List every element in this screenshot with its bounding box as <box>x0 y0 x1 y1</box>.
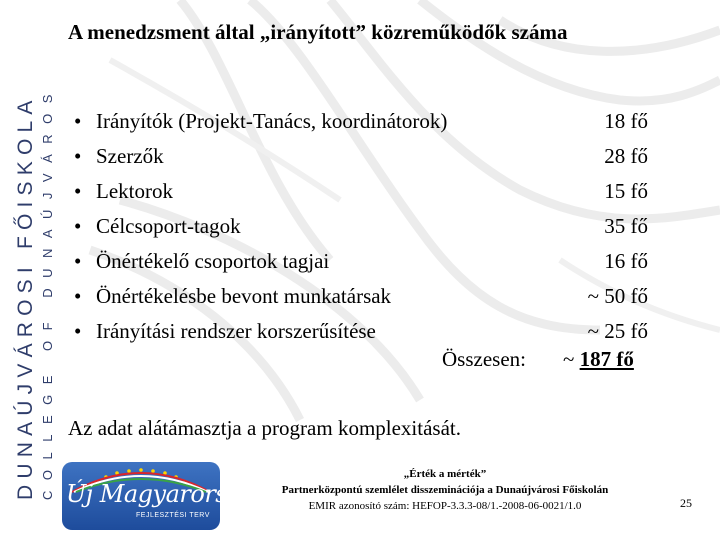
item-value: 16 fő <box>604 249 648 273</box>
item-value: 18 fő <box>604 109 648 133</box>
list-item <box>74 104 664 139</box>
total-prefix: ~ <box>563 347 575 371</box>
college-name-hungarian: DUNAÚJVÁROSI FŐISKOLA <box>14 94 37 500</box>
bullet: • <box>74 109 82 133</box>
summary-note: Az adat alátámasztja a program komplexitását. <box>68 416 462 440</box>
item-label: Szerzők <box>96 144 164 168</box>
bullet: • <box>74 319 82 343</box>
item-label: Önértékelő csoportok tagjai <box>96 249 330 273</box>
item-label: Önértékelésbe bevont munkatársak <box>96 284 392 308</box>
item-value: ~ 25 fő <box>587 319 648 343</box>
total-label: Összesen: <box>442 347 526 371</box>
bullet: • <box>74 284 82 308</box>
item-value: 35 fő <box>604 214 648 238</box>
uj-magyarorszag-logo <box>62 462 268 530</box>
item-label: Irányítási rendszer korszerűsítése <box>96 319 376 343</box>
footer-project-title: Partnerközpontú szemlélet disszeminációja a Dunaújvárosi Főiskolán <box>281 484 609 496</box>
item-value: 15 fő <box>604 179 648 203</box>
item-value: 28 fő <box>604 144 648 168</box>
list-item <box>74 244 664 279</box>
college-vertical-name <box>10 30 60 500</box>
logo-text: Új Magyarország <box>66 480 268 508</box>
footer-motto: „Érték a mérték” <box>403 468 487 480</box>
total-value <box>563 345 634 373</box>
contributors-list <box>74 104 664 349</box>
college-name-english: COLLEGE OF DUNAÚJVÁROS <box>40 84 55 500</box>
bullet: • <box>74 214 82 238</box>
logo-subtext: FEJLESZTÉSI TERV <box>136 512 210 519</box>
item-label: Lektorok <box>96 179 173 203</box>
footer-project-id: EMIR azonosító szám: HEFOP-3.3.3-08/1.-2008-06-0021/1.0 <box>308 500 582 512</box>
item-label: Célcsoport-tagok <box>96 214 241 238</box>
bullet: • <box>74 249 82 273</box>
list-item <box>74 209 664 244</box>
list-item <box>74 139 664 174</box>
total-number: 187 fő <box>579 347 634 371</box>
bullet: • <box>74 144 82 168</box>
footer <box>220 466 670 514</box>
page-number: 25 <box>680 496 692 510</box>
slide-title: A menedzsment által „irányított” közreműködők száma <box>68 20 568 44</box>
list-item <box>74 279 664 314</box>
item-value: ~ 50 fő <box>587 284 648 308</box>
list-item <box>74 314 664 349</box>
bullet: • <box>74 179 82 203</box>
list-item <box>74 174 664 209</box>
item-label: Irányítók (Projekt-Tanács, koordinátorok) <box>96 109 448 133</box>
